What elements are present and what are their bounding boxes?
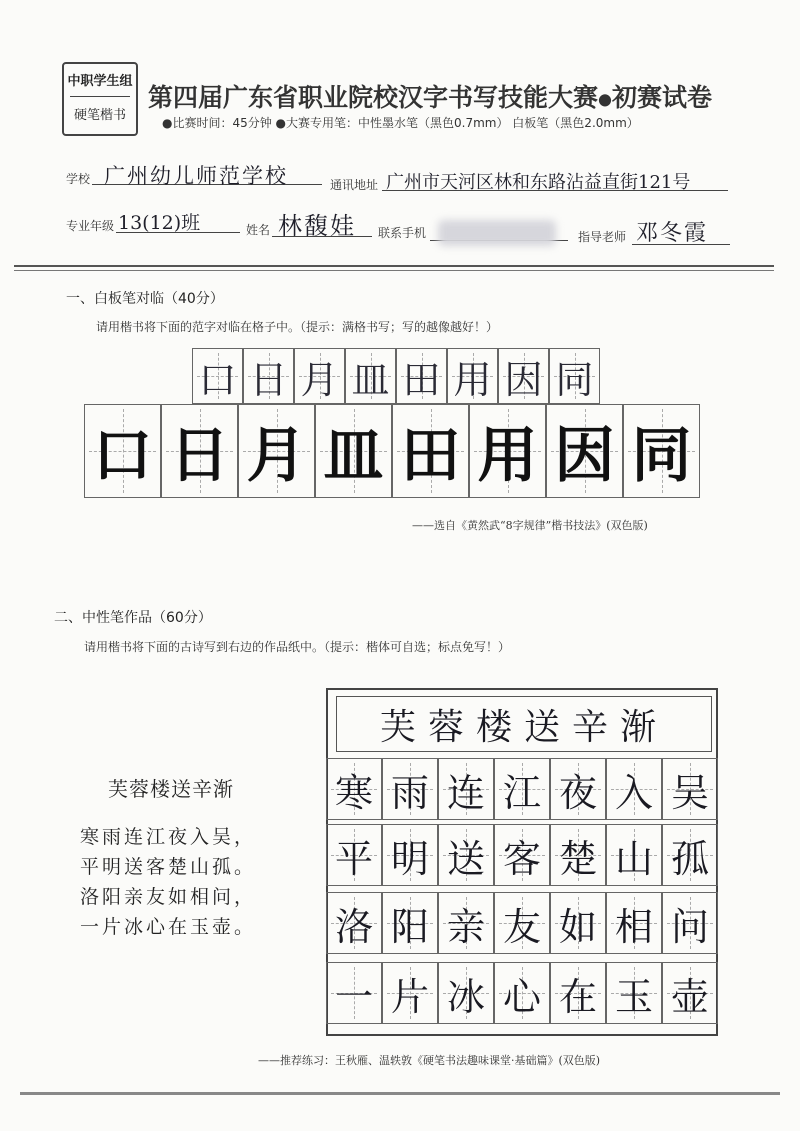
name-label: 姓名	[246, 223, 271, 237]
poem-cell	[550, 892, 606, 954]
sample-line-4: 一片冰心在玉壶。	[80, 916, 257, 938]
model-cell	[161, 404, 238, 498]
poem-title: 芙蓉楼送辛渐	[379, 706, 668, 748]
poem-cell	[662, 758, 718, 820]
poem-char: 送	[446, 836, 485, 881]
model-row	[84, 404, 700, 498]
teacher-label: 指导老师	[578, 230, 627, 244]
exam-title	[148, 78, 712, 114]
school-value: 广州幼儿师范学校	[104, 164, 288, 188]
poem-cell	[382, 824, 438, 886]
exam-title-suffix: 初赛试卷	[611, 83, 712, 112]
model-cell	[392, 404, 469, 498]
poem-char: 山	[614, 836, 653, 881]
poem-char: 在	[558, 974, 597, 1019]
section2-instruction: 请用楷书将下面的古诗写到右边的作品纸中。（提示：楷体可自选；标点免写！）	[84, 640, 511, 654]
model-cell	[546, 404, 623, 498]
poem-cell	[326, 892, 382, 954]
poem-char: 洛	[334, 904, 373, 949]
trace-cell	[243, 348, 294, 404]
poem-cell	[438, 892, 494, 954]
poem-char: 壶	[670, 974, 709, 1019]
exam-title-main: 第四届广东省职业院校汉字书写技能大赛	[148, 83, 599, 112]
poem-char: 楚	[558, 836, 597, 881]
badge-category-label: 硬笔楷书	[73, 108, 126, 123]
name-value: 林馥娃	[278, 212, 356, 240]
poem-cell	[662, 824, 718, 886]
poem-cell	[550, 962, 606, 1024]
phone-redacted	[438, 220, 556, 246]
trace-cell	[345, 348, 396, 404]
model-cell	[238, 404, 315, 498]
poem-char: 明	[390, 836, 429, 881]
poem-char: 亲	[446, 904, 485, 949]
phone-label: 联系手机	[378, 226, 427, 240]
teacher-value: 邓冬霞	[636, 221, 709, 246]
sample-line-2: 平明送客楚山孤。	[80, 856, 257, 878]
model-char: 口	[92, 421, 153, 491]
poem-cell	[326, 758, 382, 820]
group-badge	[62, 62, 138, 136]
model-cell	[84, 404, 161, 498]
poem-char: 客	[502, 836, 541, 881]
poem-cell	[662, 892, 718, 954]
trace-char: 口	[198, 357, 237, 402]
footer-rule	[20, 1092, 780, 1095]
poem-cell	[438, 962, 494, 1024]
model-char: 因	[554, 421, 615, 491]
poem-cell	[438, 758, 494, 820]
poem-char: 心	[502, 974, 541, 1019]
trace-char: 因	[504, 357, 543, 402]
poem-cell	[662, 962, 718, 1024]
model-char: 月	[246, 421, 307, 491]
trace-char: 皿	[351, 357, 390, 402]
poem-cell	[494, 962, 550, 1024]
model-char: 日	[169, 421, 230, 491]
trace-cell	[294, 348, 345, 404]
trace-cell	[192, 348, 243, 404]
sample-poem-title: 芙蓉楼送辛渐	[108, 777, 234, 801]
poem-cell	[550, 758, 606, 820]
trace-row	[192, 348, 600, 404]
poem-cell	[382, 892, 438, 954]
poem-char: 相	[614, 904, 653, 949]
poem-cell	[606, 824, 662, 886]
badge-divider	[70, 96, 130, 97]
poem-cell	[438, 824, 494, 886]
address-value: 广州市天河区林和东路沾益直街121号	[386, 172, 691, 193]
poem-cell	[550, 824, 606, 886]
model-cell	[623, 404, 700, 498]
poem-char: 夜	[558, 770, 597, 815]
poem-char: 阳	[390, 904, 429, 949]
poem-char: 友	[502, 904, 541, 949]
poem-cell	[606, 758, 662, 820]
title-dot: ●	[598, 89, 612, 109]
model-char: 皿	[323, 421, 384, 491]
poem-char: 问	[670, 904, 709, 949]
school-label: 学校	[66, 172, 91, 186]
poem-char: 孤	[670, 836, 709, 881]
poem-title-box	[336, 696, 712, 752]
poem-char: 如	[558, 904, 597, 949]
poem-cell	[382, 758, 438, 820]
trace-char: 用	[453, 357, 492, 402]
model-cell	[315, 404, 392, 498]
trace-char: 同	[555, 357, 594, 402]
poem-char: 入	[614, 770, 653, 815]
poem-char: 江	[502, 770, 541, 815]
sample-line-1: 寒雨连江夜入吴，	[80, 826, 257, 848]
sample-line-3: 洛阳亲友如相问，	[80, 886, 257, 908]
model-char: 用	[477, 421, 538, 491]
poem-cell	[606, 892, 662, 954]
poem-char: 吴	[670, 770, 709, 815]
poem-char: 连	[446, 770, 485, 815]
poem-row	[326, 758, 718, 820]
poem-char: 一	[334, 974, 373, 1019]
poem-row	[326, 824, 718, 886]
poem-char: 冰	[446, 974, 485, 1019]
poem-char: 平	[334, 836, 373, 881]
poem-cell	[326, 962, 382, 1024]
poem-cell	[606, 962, 662, 1024]
major-label: 专业年级	[66, 219, 115, 233]
header-rule-thick	[14, 265, 774, 267]
model-cell	[469, 404, 546, 498]
poem-char: 雨	[390, 770, 429, 815]
poem-cell	[494, 758, 550, 820]
poem-row	[326, 962, 718, 1024]
trace-char: 田	[402, 357, 441, 402]
model-char: 田	[400, 421, 461, 491]
header-rule-thin	[14, 270, 774, 271]
poem-char: 寒	[334, 770, 373, 815]
section2-credit: ——推荐练习：王秋雁、温轶敦《硬笔书法趣味课堂·基础篇》(双色版)	[258, 1054, 601, 1067]
poem-char: 片	[390, 974, 429, 1019]
address-label: 通讯地址	[330, 178, 379, 192]
poem-cell	[326, 824, 382, 886]
poem-cell	[494, 892, 550, 954]
badge-group-label: 中职学生组	[67, 74, 133, 89]
poem-cell	[494, 824, 550, 886]
section2-title: 二、中性笔作品（60分）	[54, 610, 212, 626]
trace-char: 月	[300, 357, 339, 402]
section1-credit: ——选自《黄然武“8字规律”楷书技法》(双色版)	[412, 519, 648, 532]
poem-cell	[382, 962, 438, 1024]
trace-cell	[447, 348, 498, 404]
major-value: 13(12)班	[118, 212, 201, 234]
section1-instruction: 请用楷书将下面的范字对临在格子中。（提示：满格书写；写的越像越好！）	[96, 320, 499, 334]
model-char: 同	[631, 421, 692, 491]
trace-cell	[498, 348, 549, 404]
section1-title: 一、白板笔对临（40分）	[66, 291, 224, 307]
trace-char: 日	[249, 357, 288, 402]
poem-row	[326, 892, 718, 954]
poem-char: 玉	[614, 974, 653, 1019]
trace-cell	[396, 348, 447, 404]
exam-subtitle: ●比赛时间：45分钟 ●大赛专用笔：中性墨水笔（黑色0.7mm） 白板笔（黑色2.0mm）	[162, 116, 639, 130]
trace-cell	[549, 348, 600, 404]
